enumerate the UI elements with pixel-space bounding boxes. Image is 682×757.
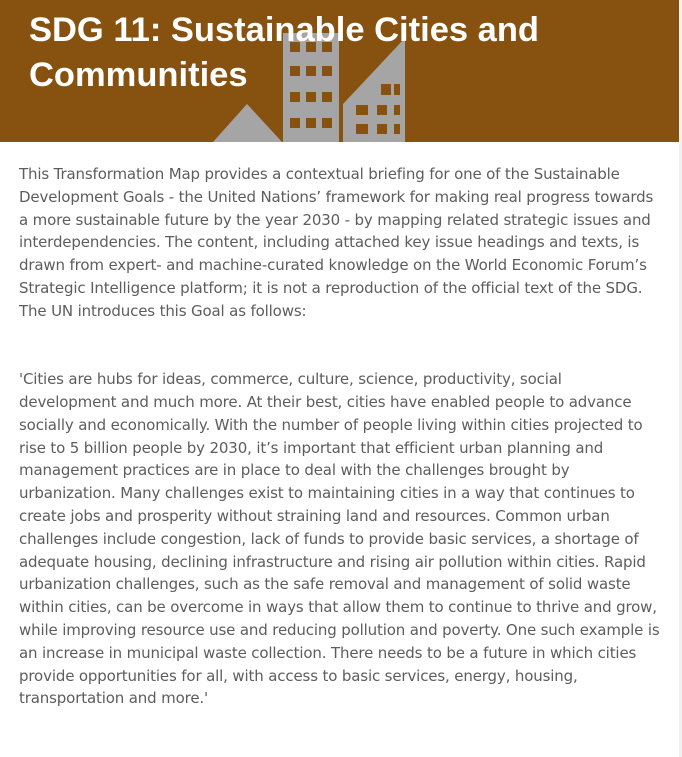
page-title: SDG 11: Sustainable Cities and Communities: [29, 11, 539, 94]
intro-paragraph: This Transformation Map provides a contextual briefing for one of the Sustainable Development Goals - the United Nations’ framework for making real progress towards a more sustainable future by the year 2030 - by mapping related strategic issues and interdependencies. The content, including attached key issue headings and texts, is drawn from expert- and machine-curated knowledge on the World Economic Forum’s Strategic Intelligence platform; it is not a reproduction of the official text of the SDG. The UN introduces this Goal as follows:: [19, 165, 654, 320]
un-goal-quote: 'Cities are hubs for ideas, commerce, culture, science, productivity, social development and much more. At their best, cities have enabled people to advance socially and economically. With the number of people living within cities projected to rise to 5 billion people by 2030, it’s important that efficient urban planning and management practices are in place to deal with the challenges brought by urbanization. Many challenges exist to maintaining cities in a way that continues to create jobs and prosperity without straining land and resources. Common urban challenges include congestion, lack of funds to provide basic services, a shortage of adequate housing, declining infrastructure and rising air pollution within cities. Rapid urbanization challenges, such as the safe removal and management of solid waste within cities, can be overcome in ways that allow them to continue to thrive and grow, while improving resource use and reducing pollution and poverty. One such example is an increase in municipal waste collection. There needs to be a future in which cities provide opportunities for all, with access to basic services, energy, housing, transportation and more.': [19, 370, 660, 708]
description-body: [19, 163, 661, 710]
header-banner: [0, 0, 679, 142]
